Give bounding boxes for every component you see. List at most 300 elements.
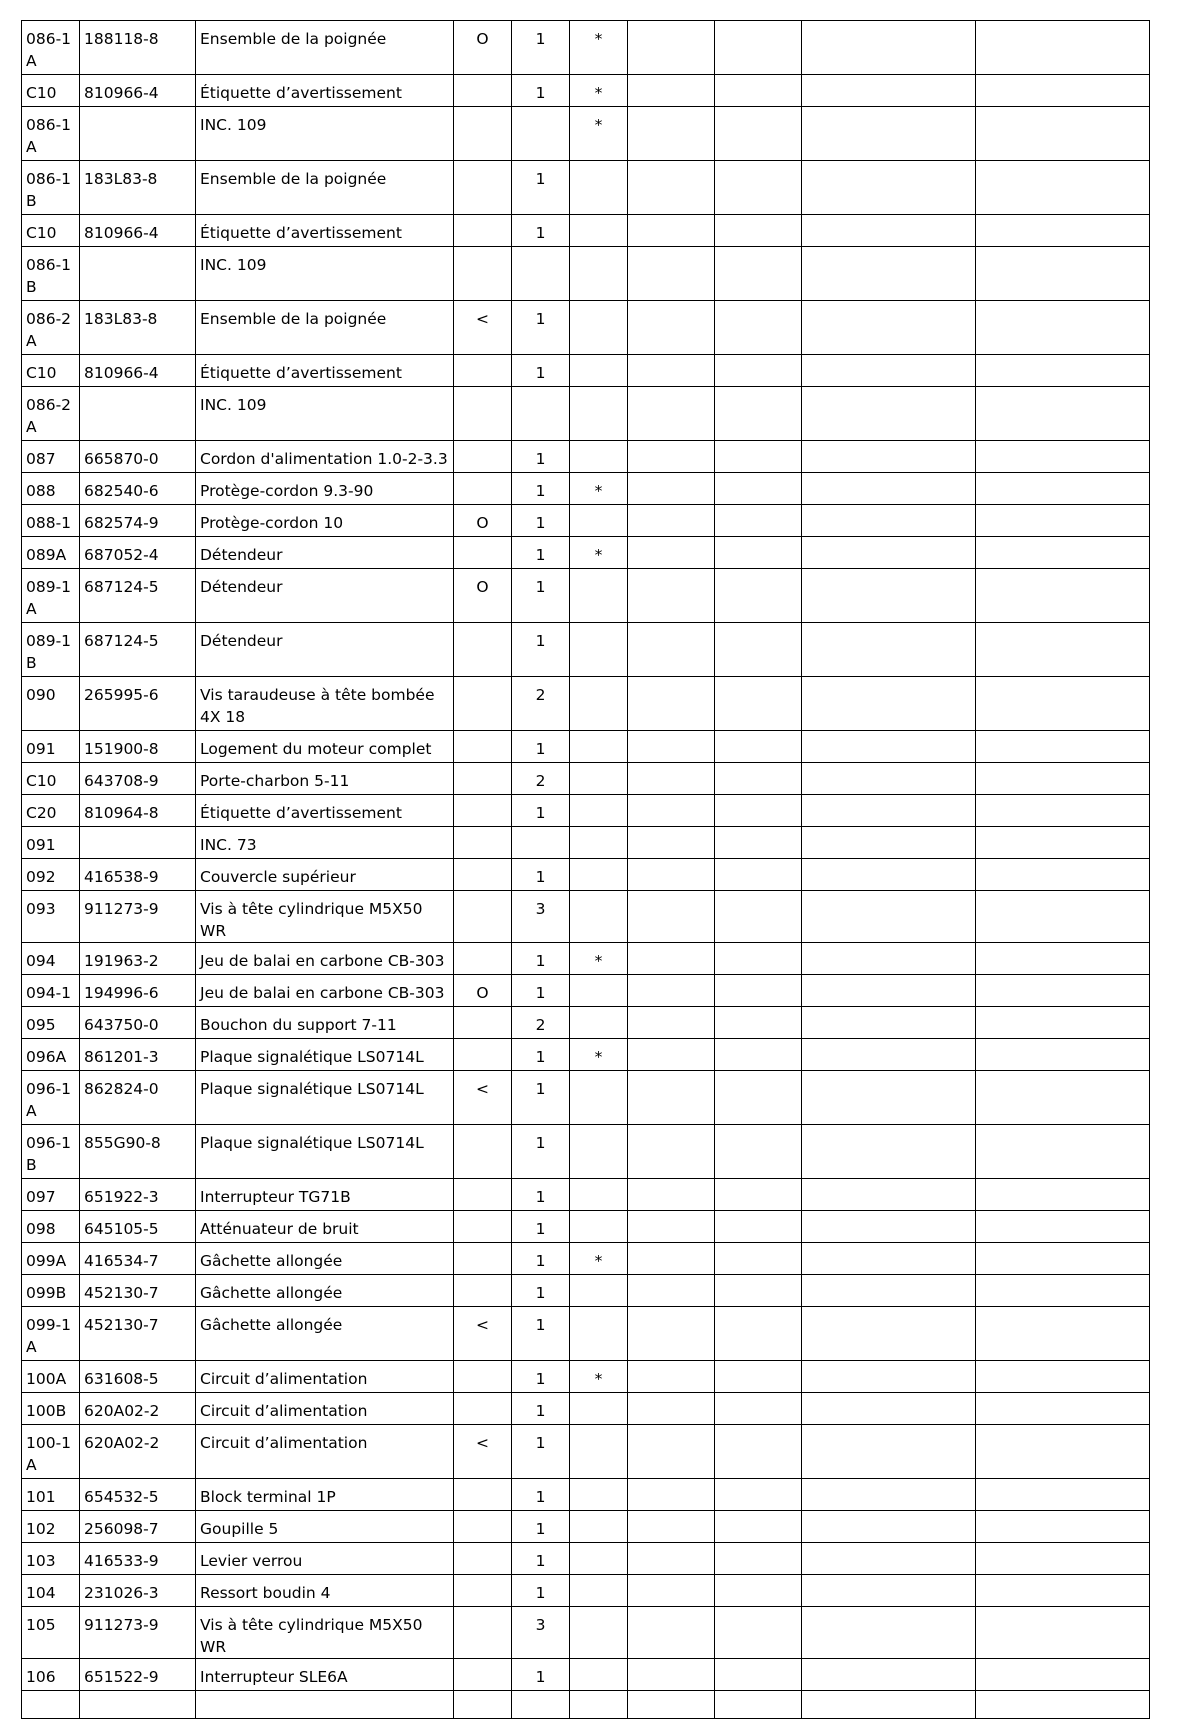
empty-cell (715, 569, 802, 623)
part-number-cell: 183L83-8 (80, 301, 196, 355)
description-cell: Protège-cordon 10 (196, 505, 454, 537)
description-cell: Cordon d'alimentation 1.0-2-3.3 (196, 441, 454, 473)
item-number-cell: 088 (22, 473, 80, 505)
empty-cell (628, 1071, 715, 1125)
table-row (22, 1393, 1150, 1425)
table-row (22, 943, 1150, 975)
change-flag-cell (454, 859, 512, 891)
part-number-cell (80, 387, 196, 441)
table-row (22, 677, 1150, 731)
table-row (22, 355, 1150, 387)
description-cell: Gâchette allongée (196, 1275, 454, 1307)
quantity-cell: 2 (512, 677, 570, 731)
note-mark-cell (570, 215, 628, 247)
part-number-cell: 810964-8 (80, 795, 196, 827)
empty-cell (802, 387, 976, 441)
empty-cell (628, 215, 715, 247)
empty-cell (628, 1575, 715, 1607)
description-cell: Atténuateur de bruit (196, 1211, 454, 1243)
table-row (22, 473, 1150, 505)
change-flag-cell (454, 763, 512, 795)
empty-cell (976, 161, 1150, 215)
part-number-cell: 416533-9 (80, 1543, 196, 1575)
empty-cell (715, 1425, 802, 1479)
quantity-cell (512, 1691, 570, 1719)
description-cell: Bouchon du support 7-11 (196, 1007, 454, 1039)
quantity-cell: 1 (512, 355, 570, 387)
empty-cell (628, 1275, 715, 1307)
table-row (22, 795, 1150, 827)
part-number-cell: 861201-3 (80, 1039, 196, 1071)
item-number-cell: 103 (22, 1543, 80, 1575)
empty-cell (715, 943, 802, 975)
empty-cell (628, 677, 715, 731)
empty-cell (628, 731, 715, 763)
part-number-cell: 862824-0 (80, 1071, 196, 1125)
note-mark-cell (570, 891, 628, 943)
quantity-cell (512, 107, 570, 161)
part-number-cell: 452130-7 (80, 1307, 196, 1361)
empty-cell (715, 1479, 802, 1511)
empty-cell (628, 891, 715, 943)
item-number-cell (22, 1691, 80, 1719)
empty-cell (976, 1039, 1150, 1071)
description-cell: Porte-charbon 5-11 (196, 763, 454, 795)
empty-cell (628, 1361, 715, 1393)
item-number-cell: 086-1 B (22, 161, 80, 215)
description-cell: INC. 109 (196, 247, 454, 301)
quantity-cell: 3 (512, 1607, 570, 1659)
parts-table-body (22, 21, 1150, 1719)
table-row (22, 75, 1150, 107)
item-number-cell: 099-1 A (22, 1307, 80, 1361)
empty-cell (976, 107, 1150, 161)
empty-cell (976, 537, 1150, 569)
change-flag-cell: O (454, 569, 512, 623)
empty-cell (628, 1179, 715, 1211)
table-row (22, 441, 1150, 473)
part-number-cell: 452130-7 (80, 1275, 196, 1307)
empty-cell (715, 75, 802, 107)
description-cell: Goupille 5 (196, 1511, 454, 1543)
description-cell: Vis taraudeuse à tête bombée 4X 18 (196, 677, 454, 731)
part-number-cell: 682540-6 (80, 473, 196, 505)
empty-cell (802, 1179, 976, 1211)
empty-cell (802, 677, 976, 731)
item-number-cell: 099A (22, 1243, 80, 1275)
note-mark-cell (570, 1275, 628, 1307)
note-mark-cell (570, 301, 628, 355)
part-number-cell: 194996-6 (80, 975, 196, 1007)
note-mark-cell (570, 1007, 628, 1039)
empty-cell (976, 505, 1150, 537)
description-cell: Jeu de balai en carbone CB-303 (196, 975, 454, 1007)
empty-cell (802, 537, 976, 569)
description-cell: Interrupteur SLE6A (196, 1659, 454, 1691)
empty-cell (628, 975, 715, 1007)
part-number-cell (80, 247, 196, 301)
empty-cell (628, 1393, 715, 1425)
description-cell: Logement du moteur complet (196, 731, 454, 763)
quantity-cell: 1 (512, 75, 570, 107)
empty-cell (715, 1243, 802, 1275)
item-number-cell: 094-1 (22, 975, 80, 1007)
empty-cell (976, 1211, 1150, 1243)
description-cell: Détendeur (196, 537, 454, 569)
empty-cell (802, 731, 976, 763)
quantity-cell: 1 (512, 441, 570, 473)
empty-cell (802, 891, 976, 943)
note-mark-cell (570, 859, 628, 891)
empty-cell (976, 623, 1150, 677)
change-flag-cell (454, 1361, 512, 1393)
empty-cell (715, 473, 802, 505)
change-flag-cell (454, 1511, 512, 1543)
description-cell: Étiquette d’avertissement (196, 355, 454, 387)
table-row (22, 1479, 1150, 1511)
empty-cell (715, 1659, 802, 1691)
table-row (22, 827, 1150, 859)
note-mark-cell (570, 505, 628, 537)
note-mark-cell (570, 1543, 628, 1575)
empty-cell (802, 763, 976, 795)
note-mark-cell (570, 677, 628, 731)
description-cell: Étiquette d’avertissement (196, 215, 454, 247)
table-row (22, 1659, 1150, 1691)
quantity-cell: 1 (512, 537, 570, 569)
empty-cell (976, 975, 1150, 1007)
empty-cell (628, 623, 715, 677)
part-number-cell: 651522-9 (80, 1659, 196, 1691)
empty-cell (715, 355, 802, 387)
empty-cell (976, 301, 1150, 355)
empty-cell (715, 505, 802, 537)
item-number-cell: 104 (22, 1575, 80, 1607)
quantity-cell: 1 (512, 859, 570, 891)
empty-cell (715, 731, 802, 763)
part-number-cell: 620A02-2 (80, 1393, 196, 1425)
empty-cell (715, 21, 802, 75)
description-cell: INC. 109 (196, 387, 454, 441)
empty-cell (715, 107, 802, 161)
item-number-cell: 092 (22, 859, 80, 891)
change-flag-cell (454, 1179, 512, 1211)
empty-cell (715, 1607, 802, 1659)
empty-cell (628, 1607, 715, 1659)
part-number-cell: 631608-5 (80, 1361, 196, 1393)
empty-cell (802, 161, 976, 215)
table-row (22, 1511, 1150, 1543)
note-mark-cell (570, 387, 628, 441)
empty-cell (715, 859, 802, 891)
empty-cell (802, 107, 976, 161)
empty-cell (976, 1659, 1150, 1691)
quantity-cell: 1 (512, 1393, 570, 1425)
description-cell: Plaque signalétique LS0714L (196, 1039, 454, 1071)
part-number-cell: 643708-9 (80, 763, 196, 795)
table-row (22, 1575, 1150, 1607)
item-number-cell: 105 (22, 1607, 80, 1659)
item-number-cell: 089A (22, 537, 80, 569)
description-cell: Circuit d’alimentation (196, 1393, 454, 1425)
part-number-cell: 654532-5 (80, 1479, 196, 1511)
item-number-cell: 096A (22, 1039, 80, 1071)
change-flag-cell (454, 827, 512, 859)
table-row (22, 1691, 1150, 1719)
empty-cell (802, 1425, 976, 1479)
table-row (22, 505, 1150, 537)
item-number-cell: 100B (22, 1393, 80, 1425)
quantity-cell: 1 (512, 731, 570, 763)
change-flag-cell (454, 731, 512, 763)
note-mark-cell: * (570, 1039, 628, 1071)
empty-cell (802, 1307, 976, 1361)
change-flag-cell: < (454, 1071, 512, 1125)
empty-cell (802, 1607, 976, 1659)
table-row (22, 247, 1150, 301)
note-mark-cell (570, 827, 628, 859)
empty-cell (976, 731, 1150, 763)
empty-cell (802, 355, 976, 387)
item-number-cell: C10 (22, 75, 80, 107)
change-flag-cell (454, 161, 512, 215)
description-cell: Block terminal 1P (196, 1479, 454, 1511)
note-mark-cell (570, 1071, 628, 1125)
empty-cell (802, 21, 976, 75)
description-cell: Jeu de balai en carbone CB-303 (196, 943, 454, 975)
empty-cell (715, 975, 802, 1007)
empty-cell (715, 1039, 802, 1071)
empty-cell (802, 1275, 976, 1307)
change-flag-cell: < (454, 1307, 512, 1361)
empty-cell (976, 1393, 1150, 1425)
change-flag-cell (454, 1691, 512, 1719)
empty-cell (802, 1039, 976, 1071)
note-mark-cell (570, 1659, 628, 1691)
part-number-cell: 687124-5 (80, 569, 196, 623)
item-number-cell: 102 (22, 1511, 80, 1543)
quantity-cell: 1 (512, 975, 570, 1007)
change-flag-cell (454, 891, 512, 943)
quantity-cell: 1 (512, 795, 570, 827)
empty-cell (976, 795, 1150, 827)
empty-cell (715, 1179, 802, 1211)
quantity-cell (512, 827, 570, 859)
note-mark-cell (570, 1179, 628, 1211)
empty-cell (628, 247, 715, 301)
part-number-cell: 416538-9 (80, 859, 196, 891)
item-number-cell: 086-2 A (22, 387, 80, 441)
empty-cell (802, 795, 976, 827)
part-number-cell: 231026-3 (80, 1575, 196, 1607)
note-mark-cell (570, 975, 628, 1007)
empty-cell (715, 623, 802, 677)
table-row (22, 859, 1150, 891)
note-mark-cell (570, 569, 628, 623)
quantity-cell: 1 (512, 21, 570, 75)
empty-cell (628, 1479, 715, 1511)
empty-cell (802, 623, 976, 677)
item-number-cell: C10 (22, 215, 80, 247)
description-cell: Vis à tête cylindrique M5X50 WR (196, 1607, 454, 1659)
empty-cell (976, 1275, 1150, 1307)
empty-cell (715, 1275, 802, 1307)
quantity-cell: 1 (512, 1479, 570, 1511)
part-number-cell: 665870-0 (80, 441, 196, 473)
empty-cell (628, 1425, 715, 1479)
empty-cell (628, 827, 715, 859)
empty-cell (802, 441, 976, 473)
empty-cell (802, 827, 976, 859)
part-number-cell: 911273-9 (80, 891, 196, 943)
empty-cell (628, 107, 715, 161)
part-number-cell: 265995-6 (80, 677, 196, 731)
empty-cell (802, 75, 976, 107)
empty-cell (976, 387, 1150, 441)
empty-cell (976, 677, 1150, 731)
part-number-cell (80, 107, 196, 161)
empty-cell (628, 1211, 715, 1243)
item-number-cell: 086-2 A (22, 301, 80, 355)
part-number-cell: 810966-4 (80, 215, 196, 247)
table-row (22, 1179, 1150, 1211)
empty-cell (976, 247, 1150, 301)
quantity-cell: 1 (512, 1425, 570, 1479)
description-cell: Détendeur (196, 623, 454, 677)
item-number-cell: 090 (22, 677, 80, 731)
change-flag-cell (454, 1007, 512, 1039)
note-mark-cell (570, 763, 628, 795)
item-number-cell: 100A (22, 1361, 80, 1393)
empty-cell (802, 1211, 976, 1243)
change-flag-cell: < (454, 1425, 512, 1479)
quantity-cell: 1 (512, 1179, 570, 1211)
empty-cell (976, 355, 1150, 387)
change-flag-cell: < (454, 301, 512, 355)
change-flag-cell (454, 387, 512, 441)
note-mark-cell (570, 1575, 628, 1607)
empty-cell (802, 1243, 976, 1275)
table-row (22, 107, 1150, 161)
empty-cell (976, 473, 1150, 505)
quantity-cell: 1 (512, 1575, 570, 1607)
table-row (22, 301, 1150, 355)
empty-cell (715, 215, 802, 247)
change-flag-cell (454, 1543, 512, 1575)
description-cell: Étiquette d’avertissement (196, 75, 454, 107)
empty-cell (976, 827, 1150, 859)
quantity-cell: 1 (512, 473, 570, 505)
quantity-cell: 1 (512, 1543, 570, 1575)
table-row (22, 1211, 1150, 1243)
empty-cell (628, 505, 715, 537)
change-flag-cell (454, 1039, 512, 1071)
empty-cell (715, 537, 802, 569)
empty-cell (715, 1511, 802, 1543)
empty-cell (628, 1691, 715, 1719)
part-number-cell: 256098-7 (80, 1511, 196, 1543)
note-mark-cell (570, 1691, 628, 1719)
empty-cell (802, 569, 976, 623)
empty-cell (802, 1125, 976, 1179)
empty-cell (802, 975, 976, 1007)
quantity-cell (512, 247, 570, 301)
part-number-cell: 643750-0 (80, 1007, 196, 1039)
empty-cell (802, 1543, 976, 1575)
part-number-cell: 911273-9 (80, 1607, 196, 1659)
note-mark-cell (570, 247, 628, 301)
table-row (22, 1543, 1150, 1575)
change-flag-cell (454, 537, 512, 569)
quantity-cell: 1 (512, 1659, 570, 1691)
table-row (22, 387, 1150, 441)
change-flag-cell: O (454, 505, 512, 537)
quantity-cell: 1 (512, 1275, 570, 1307)
part-number-cell: 855G90-8 (80, 1125, 196, 1179)
empty-cell (628, 301, 715, 355)
description-cell: Levier verrou (196, 1543, 454, 1575)
empty-cell (628, 943, 715, 975)
empty-cell (628, 569, 715, 623)
empty-cell (628, 1039, 715, 1071)
item-number-cell: 086-1 A (22, 107, 80, 161)
note-mark-cell (570, 623, 628, 677)
quantity-cell: 1 (512, 1125, 570, 1179)
note-mark-cell (570, 1307, 628, 1361)
empty-cell (802, 943, 976, 975)
empty-cell (976, 1543, 1150, 1575)
description-cell: Ressort boudin 4 (196, 1575, 454, 1607)
empty-cell (715, 891, 802, 943)
empty-cell (976, 215, 1150, 247)
description-cell: INC. 73 (196, 827, 454, 859)
table-row (22, 1007, 1150, 1039)
part-number-cell (80, 827, 196, 859)
table-row (22, 731, 1150, 763)
empty-cell (628, 537, 715, 569)
change-flag-cell (454, 1275, 512, 1307)
table-row (22, 1425, 1150, 1479)
empty-cell (976, 441, 1150, 473)
description-cell: Ensemble de la poignée (196, 301, 454, 355)
table-row (22, 975, 1150, 1007)
empty-cell (802, 1659, 976, 1691)
part-number-cell: 687052-4 (80, 537, 196, 569)
empty-cell (628, 1659, 715, 1691)
part-number-cell: 645105-5 (80, 1211, 196, 1243)
empty-cell (628, 21, 715, 75)
item-number-cell: 096-1 B (22, 1125, 80, 1179)
empty-cell (976, 943, 1150, 975)
note-mark-cell (570, 355, 628, 387)
item-number-cell: 101 (22, 1479, 80, 1511)
quantity-cell: 1 (512, 1511, 570, 1543)
empty-cell (802, 1393, 976, 1425)
empty-cell (976, 1607, 1150, 1659)
empty-cell (976, 859, 1150, 891)
empty-cell (976, 1071, 1150, 1125)
description-cell: Ensemble de la poignée (196, 161, 454, 215)
empty-cell (802, 1071, 976, 1125)
empty-cell (715, 161, 802, 215)
empty-cell (802, 1511, 976, 1543)
description-cell: INC. 109 (196, 107, 454, 161)
empty-cell (976, 1575, 1150, 1607)
empty-cell (802, 505, 976, 537)
empty-cell (715, 1393, 802, 1425)
empty-cell (802, 301, 976, 355)
description-cell: Protège-cordon 9.3-90 (196, 473, 454, 505)
